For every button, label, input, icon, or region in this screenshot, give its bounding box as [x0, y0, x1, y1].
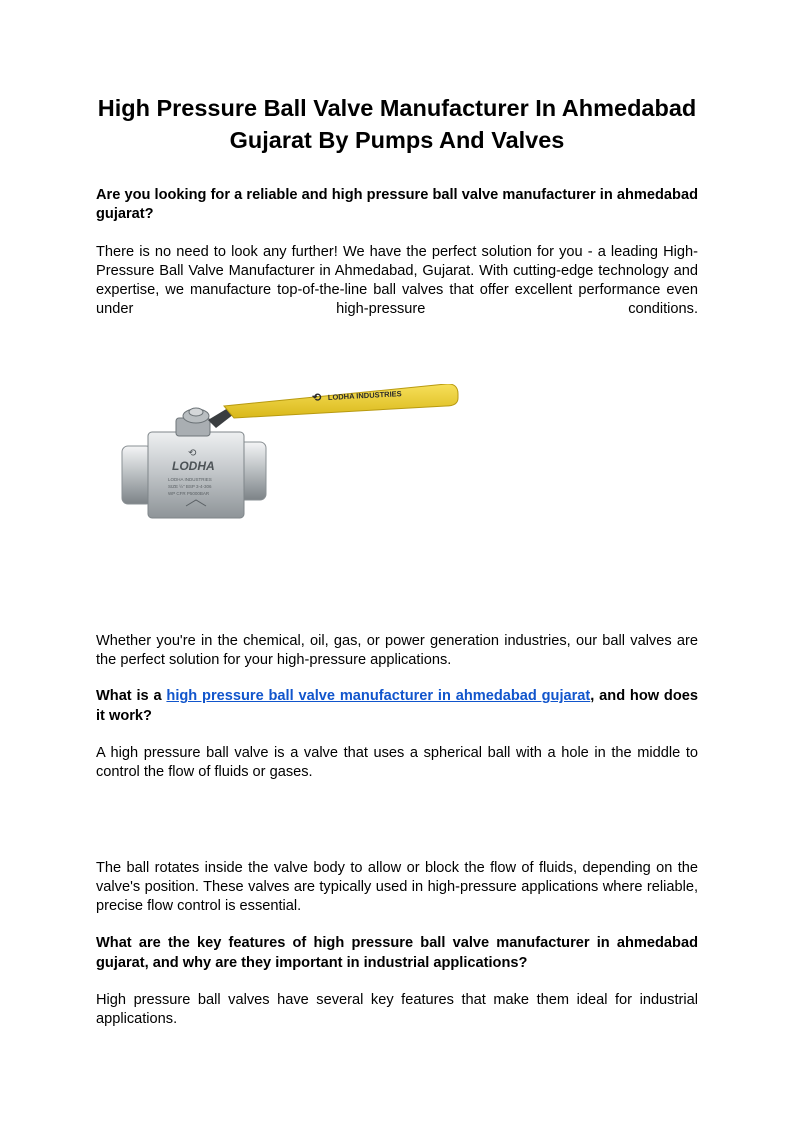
handle-logo-icon: ⟲: [312, 391, 322, 404]
question-key-features: What are the key features of high pressure ball valve manufacturer in ahmedabad gujarat, and why are they important in industrial applications?: [96, 935, 698, 971]
body-brand-text: LODHA: [172, 458, 215, 473]
question-reliable-manufacturer: Are you looking for a reliable and high pressure ball valve manufacturer in ahmedabad gujarat?: [96, 187, 698, 223]
body-marking-2: SIZE ½" BSP 3-4-306: [168, 483, 212, 489]
paragraph-industries: Whether you're in the chemical, oil, gas, or power generation industries, our ball valves are the perfect solution for your high-pressure applications.: [96, 632, 698, 669]
paragraph-key-features: High pressure ball valves have several key features that make them ideal for industrial applications.: [96, 992, 698, 1028]
page-title: High Pressure Ball Valve Manufacturer In Ahmedabad Gujarat By Pumps And Valves: [97, 95, 697, 153]
manufacturer-link[interactable]: high pressure ball valve manufacturer in ahmedabad gujarat: [166, 688, 591, 705]
paragraph-ball-rotation: The ball rotates inside the valve body to allow or block the flow of fluids, depending on the valve's position. These valves are typically used in high-pressure applications where reliable, precise flow control is essential.: [96, 859, 698, 915]
ball-valve-illustration: [116, 384, 466, 534]
document-page: [96, 92, 698, 1030]
question-what-is: [96, 687, 698, 726]
valve-body: [148, 432, 244, 518]
body-logo-icon: ⟲: [188, 447, 197, 459]
handle-brand-text: LODHA INDUSTRIES: [327, 388, 402, 402]
ball-valve-image: [96, 334, 698, 624]
body-marking-1: LODHA INDUSTRIES: [168, 476, 212, 482]
question-what-is-prefix: What is a: [96, 688, 167, 705]
paragraph-intro: There is no need to look any further! We have the perfect solution for you - a leading High-Pressure Ball Valve Manufacturer in Ahmedabad, Gujarat. With cutting-edge technology and expertise, we manufacture top-of-the-line ball valves that offer excellent performance even under high-pressure conditions.: [96, 243, 698, 318]
body-marking-3: WP CFR P5000BAR: [168, 490, 210, 496]
paragraph-definition: A high pressure ball valve is a valve that uses a spherical ball with a hole in the middle to control the flow of fluids or gases.: [96, 744, 698, 781]
question-what-is-suffix: , and how does it work?: [96, 688, 698, 724]
blank-space: [96, 783, 698, 842]
